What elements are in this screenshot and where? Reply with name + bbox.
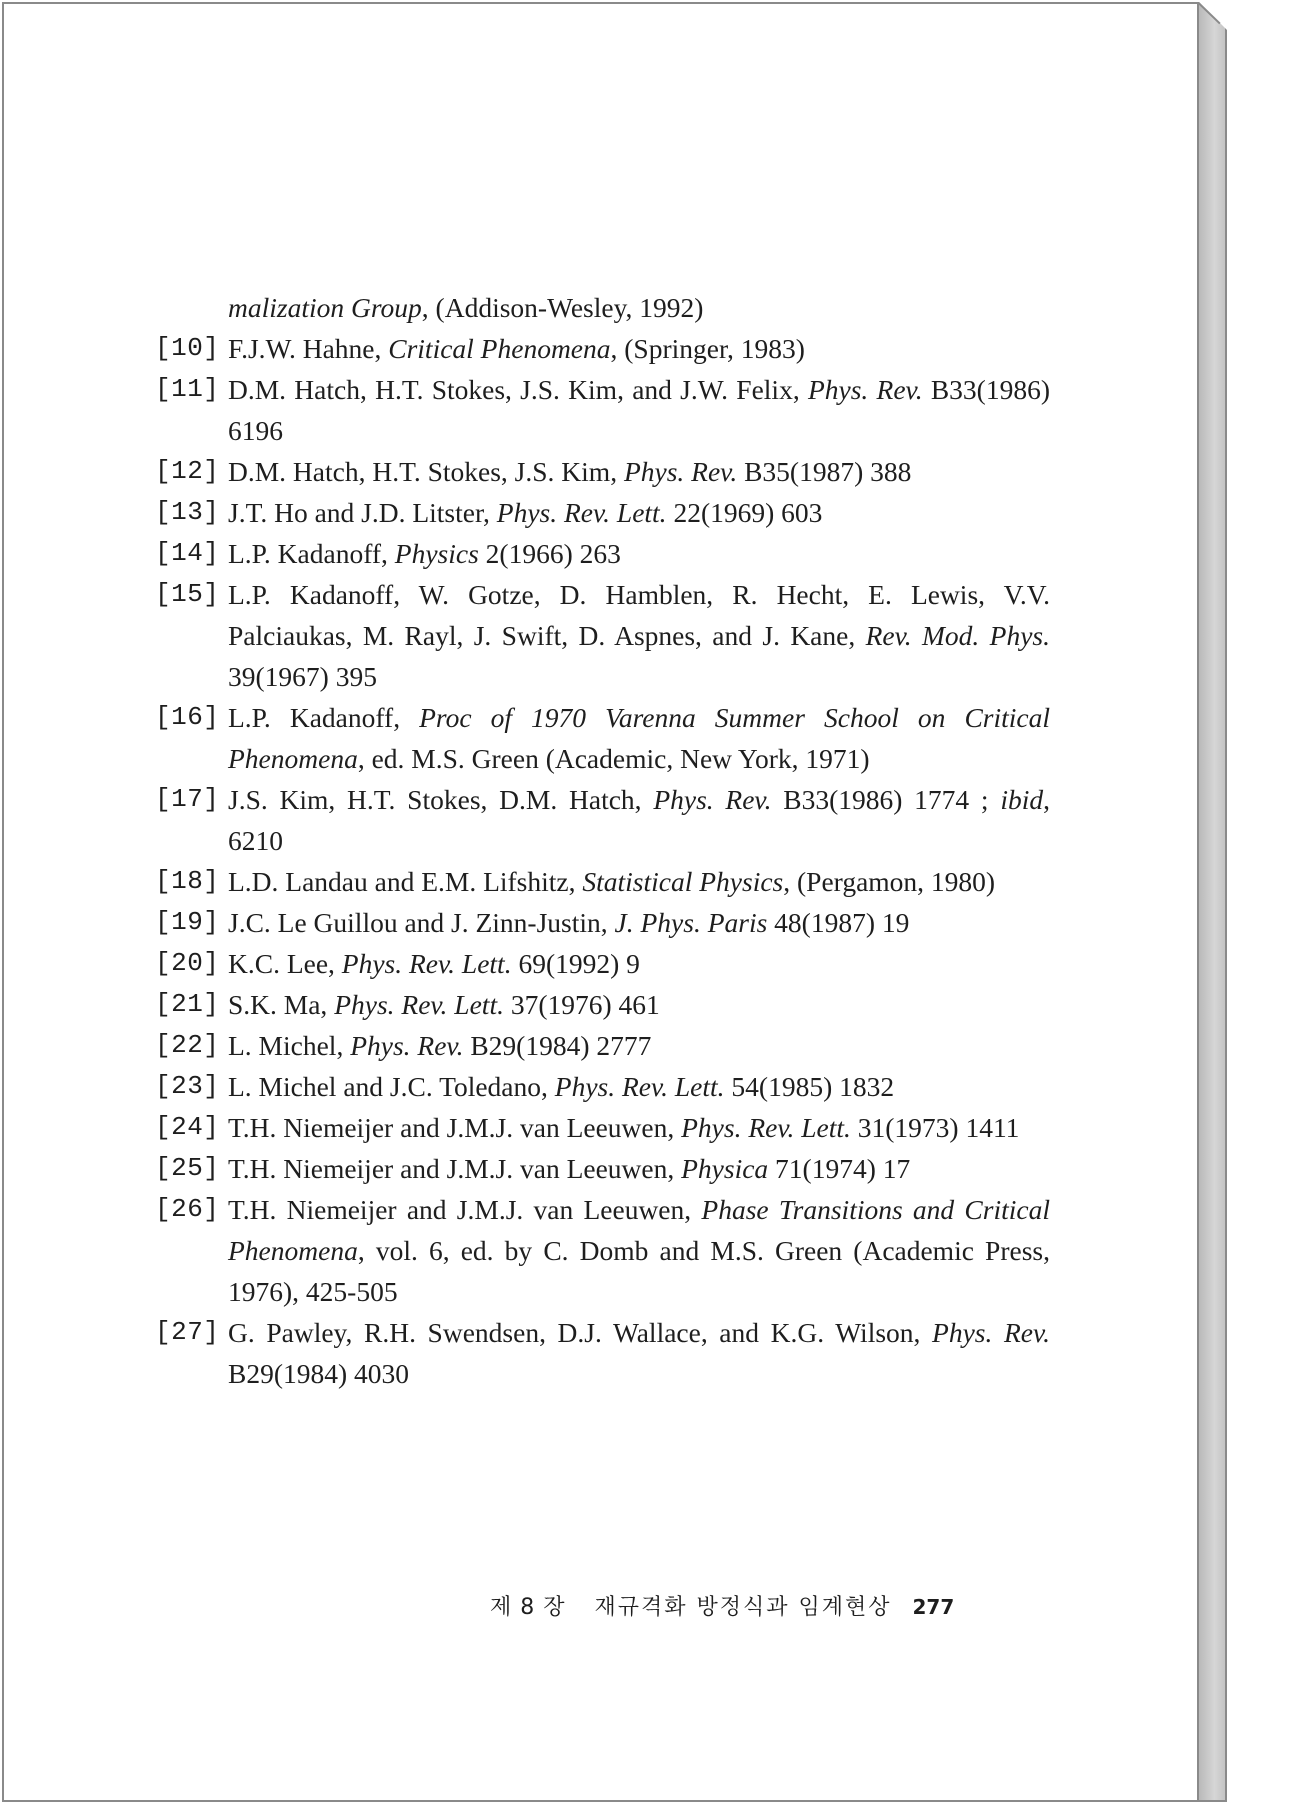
reference-title-italic: J. Phys. Paris [614,907,768,938]
reference-text [228,697,1050,779]
reference-text [228,1189,1050,1312]
reference-title-italic: Phys. Rev. Lett. [334,989,504,1020]
reference-text [228,1148,1050,1189]
reference-title-italic: Phys. Rev. [807,374,923,405]
reference-entry [155,574,1050,697]
reference-text-segment: L.P. Kadanoff, [228,538,395,569]
reference-text [228,369,1050,451]
reference-text-segment: S.K. Ma, [228,989,335,1020]
chapter-title: 재규격화 방정식과 임계현상 [594,1595,892,1620]
reference-text [228,984,1050,1025]
reference-title-italic: Phase Transitions and Critical Phenomena [228,1194,1050,1266]
reference-text-segment: B35(1987) 388 [737,456,912,487]
reference-text [228,328,1050,369]
reference-text-segment: T.H. Niemeijer and J.M.J. van Leeuwen, [228,1194,702,1225]
reference-number: [24] [155,1112,220,1142]
reference-text-segment: T.H. Niemeijer and J.M.J. van Leeuwen, [228,1112,682,1143]
reference-text-segment: 71(1974) 17 [768,1153,911,1184]
reference-text [228,943,1050,984]
reference-text-segment: 48(1987) 19 [767,907,910,938]
reference-title-italic: Physica [681,1153,769,1184]
reference-entry [155,861,1050,902]
reference-text [228,574,1050,697]
reference-text-segment: F.J.W. Hahne, [228,333,389,364]
reference-text-segment: 37(1976) 461 [503,989,660,1020]
reference-entry [155,533,1050,574]
reference-text-segment: , 6210 [228,784,1050,856]
reference-entry [155,369,1050,451]
reference-text [228,779,1050,861]
reference-title-italic: ibid [1000,784,1044,815]
reference-text-segment: , ed. M.S. Green (Academic, New York, 1971) [357,743,870,774]
reference-number: [12] [155,456,220,486]
reference-entry [155,451,1050,492]
reference-text [228,287,1050,328]
reference-number: [26] [155,1194,220,1224]
reference-title-italic: Phys. Rev. Lett. [554,1071,725,1102]
reference-text-segment: L.P. Kadanoff, W. Gotze, D. Hamblen, R. Hecht, E. Lewis, V.V. Palciaukas, M. Rayl, J. Swift, D. Aspnes, and J. Kane, [228,579,1050,651]
reference-text [228,1025,1050,1066]
reference-number: [18] [155,866,220,896]
reference-text [228,1107,1050,1148]
reference-text-segment: L.D. Landau and E.M. Lifshitz, [228,866,583,897]
reference-title-italic: Rev. Mod. Phys. [865,620,1050,651]
reference-title-italic: Phys. Rev. Lett. [496,497,667,528]
reference-text-segment: 39(1967) 395 [228,661,377,692]
reference-number: [17] [155,784,220,814]
reference-title-italic: Physics [394,538,479,569]
chapter-label: 제 8 장 [490,1595,566,1620]
reference-entry [155,1189,1050,1312]
reference-number: [25] [155,1153,220,1183]
reference-text-segment: B33(1986) 6196 [228,374,1050,446]
reference-title-italic: Phys. Rev. Lett. [341,948,512,979]
reference-text-segment: G. Pawley, R.H. Swendsen, D.J. Wallace, and K.G. Wilson, [228,1317,933,1348]
reference-title-italic: Phys. Rev. [623,456,738,487]
reference-title-italic: Phys. Rev. [350,1030,464,1061]
reference-title-italic: Critical Phenomena [388,333,611,364]
reference-number: [22] [155,1030,220,1060]
reference-text-segment: D.M. Hatch, H.T. Stokes, J.S. Kim, and J.W. Felix, [228,374,808,405]
reference-entry [155,779,1050,861]
reference-number: [27] [155,1317,220,1347]
reference-entry [155,1148,1050,1189]
reference-text-segment: D.M. Hatch, H.T. Stokes, J.S. Kim, [228,456,624,487]
reference-text-segment: 31(1973) 1411 [850,1112,1020,1143]
reference-text-segment: 2(1966) 263 [478,538,621,569]
reference-text-segment: B33(1986) 1774 ; [771,784,1001,815]
reference-number: [20] [155,948,220,978]
reference-number: [21] [155,989,220,1019]
reference-text-segment: , (Addison-Wesley, 1992) [421,292,704,323]
reference-title-italic: Phys. Rev. Lett. [681,1112,851,1143]
reference-number: [19] [155,907,220,937]
reference-title-italic: Phys. Rev. [653,784,772,815]
reference-text-segment: 69(1992) 9 [511,948,640,979]
reference-number: [13] [155,497,220,527]
reference-number: [16] [155,702,220,732]
reference-entry [155,1066,1050,1107]
reference-entry [155,697,1050,779]
reference-text [228,533,1050,574]
reference-number: [11] [155,374,220,404]
reference-entry [155,328,1050,369]
reference-entry [155,287,1050,328]
reference-text-segment: L. Michel, [228,1030,351,1061]
reference-text-segment: T.H. Niemeijer and J.M.J. van Leeuwen, [228,1153,682,1184]
reference-text-segment: J.C. Le Guillou and J. Zinn-Justin, [228,907,615,938]
reference-list [155,287,1050,1394]
reference-text-segment: , vol. 6, ed. by C. Domb and M.S. Green (Academic Press, 1976), 425-505 [228,1235,1050,1307]
reference-text-segment: B29(1984) 4030 [228,1358,410,1389]
reference-text-segment: L. Michel and J.C. Toledano, [228,1071,555,1102]
reference-entry [155,1312,1050,1394]
reference-entry [155,492,1050,533]
running-footer [490,1590,1070,1621]
reference-number: [23] [155,1071,220,1101]
reference-title-italic: Phys. Rev. [932,1317,1051,1348]
reference-text [228,492,1050,533]
reference-text [228,1312,1050,1394]
reference-text-segment: L.P. Kadanoff, [228,702,420,733]
reference-text-segment: J.T. Ho and J.D. Litster, [228,497,497,528]
reference-entry [155,943,1050,984]
page-edge [1199,2,1227,1802]
reference-text-segment: J.S. Kim, H.T. Stokes, D.M. Hatch, [228,784,654,815]
reference-number: [14] [155,538,220,568]
reference-text-segment: , (Pergamon, 1980) [783,866,996,897]
reference-text [228,861,1050,902]
reference-entry [155,984,1050,1025]
reference-text-segment: 22(1969) 603 [666,497,823,528]
reference-text-segment: B29(1984) 2777 [463,1030,652,1061]
reference-text [228,1066,1050,1107]
reference-title-italic: malization Group [228,292,422,323]
page-number: 277 [912,1595,955,1619]
reference-text-segment: K.C. Lee, [228,948,342,979]
reference-entry [155,1025,1050,1066]
reference-title-italic: Statistical Physics [582,866,784,897]
reference-text [228,451,1050,492]
reference-text-segment: 54(1985) 1832 [724,1071,895,1102]
reference-entry [155,902,1050,943]
reference-number: [10] [155,333,220,363]
reference-number: [15] [155,579,220,609]
reference-text-segment: , (Springer, 1983) [610,333,805,364]
reference-title-italic: Proc of 1970 Varenna Summer School on Critical Phenomena [228,702,1050,774]
reference-entry [155,1107,1050,1148]
reference-text [228,902,1050,943]
